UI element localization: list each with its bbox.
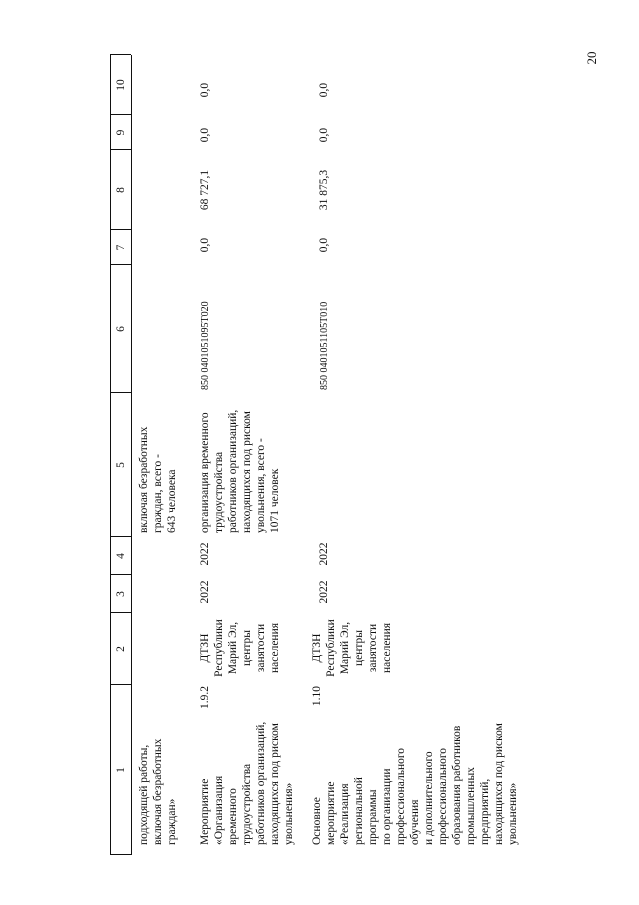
row-2-col-9: 0,0 bbox=[318, 127, 330, 143]
header-col-2: 2 bbox=[115, 646, 127, 652]
text-line: Республики bbox=[325, 619, 337, 677]
text-line: включая безработных bbox=[152, 738, 164, 845]
row-0-col-5 bbox=[137, 393, 179, 533]
header-col-10: 10 bbox=[115, 79, 127, 91]
text-line: организация временного bbox=[199, 412, 211, 533]
text-line: Марий Эл, bbox=[227, 621, 239, 675]
row-2-col-10: 0,0 bbox=[318, 82, 330, 98]
text-line: трудоустройства bbox=[213, 451, 225, 533]
header-col-7: 7 bbox=[115, 244, 127, 251]
text-line: центры bbox=[353, 629, 365, 667]
text-line: находящихся под риском bbox=[269, 723, 281, 845]
text-line: включая безработных bbox=[138, 426, 150, 533]
row-2-col-7: 0,0 bbox=[318, 237, 330, 253]
row-1-col-5 bbox=[198, 393, 282, 533]
row-1-col-2 bbox=[198, 613, 282, 683]
text-line: профессионального bbox=[395, 747, 407, 845]
text-line: ДТЗН bbox=[199, 633, 211, 663]
row-1-col-9: 0,0 bbox=[199, 127, 211, 143]
text-line: граждан, всего - bbox=[152, 454, 164, 533]
text-line: мероприятие bbox=[325, 781, 337, 845]
text-line: 643 человека bbox=[166, 469, 178, 533]
row-2-number: 1.10 bbox=[311, 686, 323, 707]
header-col-4: 4 bbox=[115, 553, 127, 559]
header-col-5: 5 bbox=[115, 462, 127, 468]
header-col-8: 8 bbox=[115, 187, 127, 193]
text-line: населения bbox=[269, 622, 281, 674]
header-col-9: 9 bbox=[115, 129, 127, 136]
text-line: увольнения» bbox=[507, 782, 519, 845]
row-2-col-1 bbox=[310, 685, 520, 845]
row-1-col-6: 850 0401051095Т020 bbox=[200, 301, 211, 390]
text-line: ДТЗН bbox=[311, 633, 323, 663]
text-line: находящихся под риском bbox=[241, 411, 253, 533]
text-line: занятости bbox=[367, 623, 379, 673]
text-line: обучения bbox=[409, 799, 421, 845]
row-2-col-3: 2022 bbox=[318, 580, 330, 604]
page-number: 20 bbox=[584, 51, 599, 65]
text-line: временного bbox=[227, 788, 239, 845]
text-line: центры bbox=[241, 629, 253, 667]
row-1-col-7: 0,0 bbox=[199, 237, 211, 253]
text-line: Мероприятие bbox=[199, 778, 211, 845]
row-1-number: 1.9.2 bbox=[199, 686, 211, 709]
text-line: предприятий, bbox=[479, 778, 491, 845]
header-col-1: 1 bbox=[115, 767, 127, 773]
row-2-col-2 bbox=[310, 613, 394, 683]
row-1-col-8: 68 727,1 bbox=[199, 169, 211, 211]
row-2-col-6: 850 0401051105Т010 bbox=[319, 301, 330, 390]
text-line: увольнения, всего - bbox=[255, 438, 267, 533]
text-line: увольнения» bbox=[283, 782, 295, 845]
text-line: населения bbox=[381, 622, 393, 674]
text-line: программы bbox=[367, 789, 379, 845]
text-line: трудоустройства bbox=[241, 763, 253, 845]
row-1-col-1 bbox=[198, 685, 296, 845]
row-2-col-4: 2022 bbox=[318, 542, 330, 566]
text-line: региональной bbox=[353, 777, 365, 845]
text-line: образования работников bbox=[451, 725, 463, 845]
row-1-col-10: 0,0 bbox=[199, 82, 211, 98]
header-col-6: 6 bbox=[115, 326, 127, 332]
text-line: Основное bbox=[311, 797, 323, 845]
row-2-col-8: 31 875,3 bbox=[318, 169, 330, 211]
text-line: и дополнительного bbox=[423, 751, 435, 845]
row-1-col-3: 2022 bbox=[199, 580, 211, 604]
text-line: находящихся под риском bbox=[493, 723, 505, 845]
header-bottom-border bbox=[131, 55, 132, 855]
text-line: Республики bbox=[213, 619, 225, 677]
text-line: «Организация bbox=[213, 775, 225, 845]
text-line: Марий Эл, bbox=[339, 621, 351, 675]
text-line: работников организаций, bbox=[255, 721, 267, 845]
header-col-3: 3 bbox=[115, 591, 127, 597]
text-line: промышленных bbox=[465, 767, 477, 845]
text-line: профессионального bbox=[437, 747, 449, 845]
text-line: подходящей работы, bbox=[138, 744, 150, 845]
text-line: занятости bbox=[255, 623, 267, 673]
row-1-col-4: 2022 bbox=[199, 542, 211, 566]
text-line: по организации bbox=[381, 768, 393, 845]
text-line: 1071 человек bbox=[269, 468, 281, 533]
text-line: «Реализация bbox=[339, 783, 351, 845]
row-0-col-1 bbox=[137, 685, 179, 845]
text-line: работников организаций, bbox=[227, 409, 239, 533]
text-line: граждан» bbox=[166, 798, 178, 845]
